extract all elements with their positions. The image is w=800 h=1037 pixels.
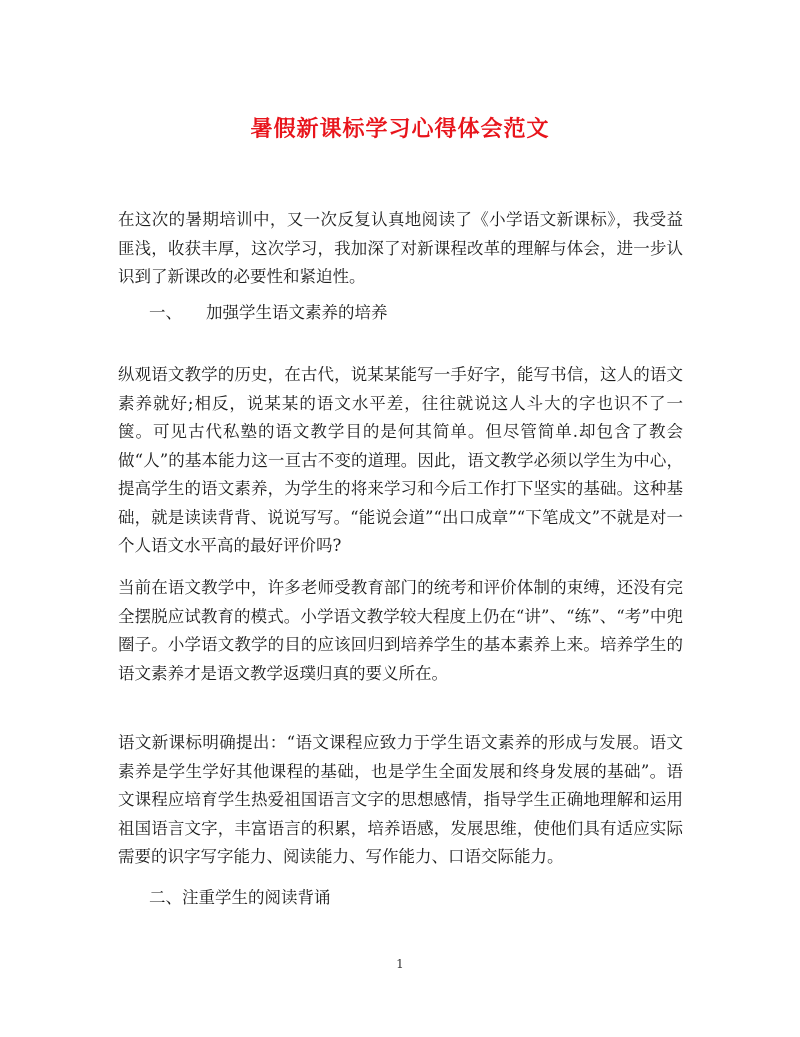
intro-paragraph: 在这次的暑期培训中，又一次反复认真地阅读了《小学语文新课标》，我受益匪浅，收获丰厚，这次学习，我加深了对新课程改革的理解与体会，进一步认识到了新课改的必要性和紧迫性。: [118, 210, 683, 286]
section-heading-2: 二、注重学生的阅读背诵: [149, 888, 331, 907]
section-heading-1: [149, 299, 388, 328]
page-number: 1: [396, 957, 404, 971]
document-title: 暑假新课标学习心得体会范文: [250, 116, 550, 142]
section-1-paragraph-3: 语文新课标明确提出：“语文课程应致力于学生语文素养的形成与发展。语文素养是学生学好其他课程的基础，也是学生全面发展和终身发展的基础”。语文课程应培育学生热爱祖国语言文字的思想感情，指导学生正确地理解和运用祖国语言文字，丰富语言的积累，培养语感，发展思维，使他们具有适应实际需要的识字写字能力、阅读能力、写作能力、口语交际能力。: [118, 733, 683, 866]
section-heading-1-number: 一、: [149, 303, 182, 322]
section-1-paragraph-2: 当前在语文教学中，许多老师受教育部门的统考和评价体制的束缚，还没有完全摆脱应试教育的模式。小学语文教学较大程度上仍在“讲”、“练”、“考”中兜圈子。小学语文教学的目的应该回归到培养学生的基本素养上来。培养学生的语文素养才是语文教学返璞归真的要义所在。: [118, 578, 683, 683]
section-1-paragraph-1: 纵观语文教学的历史，在古代，说某某能写一手好字，能写书信，这人的语文素养就好;相反，说某某的语文水平差，往往就说这人斗大的字也识不了一箧。可见古代私塾的语文教学目的是何其简单。但尽管简单.却包含了教会做“人”的基本能力这一亘古不变的道理。因此，语文教学必须以学生为中心，提高学生的语文素养，为学生的将来学习和今后工作打下坚实的基础。这种基础，就是读读背背、说说写写。“能说会道”“出口成章”“下笔成文”不就是对一个人语文水平高的最好评价吗?: [118, 365, 683, 555]
section-heading-1-text: 加强学生语文素养的培养: [206, 303, 388, 322]
